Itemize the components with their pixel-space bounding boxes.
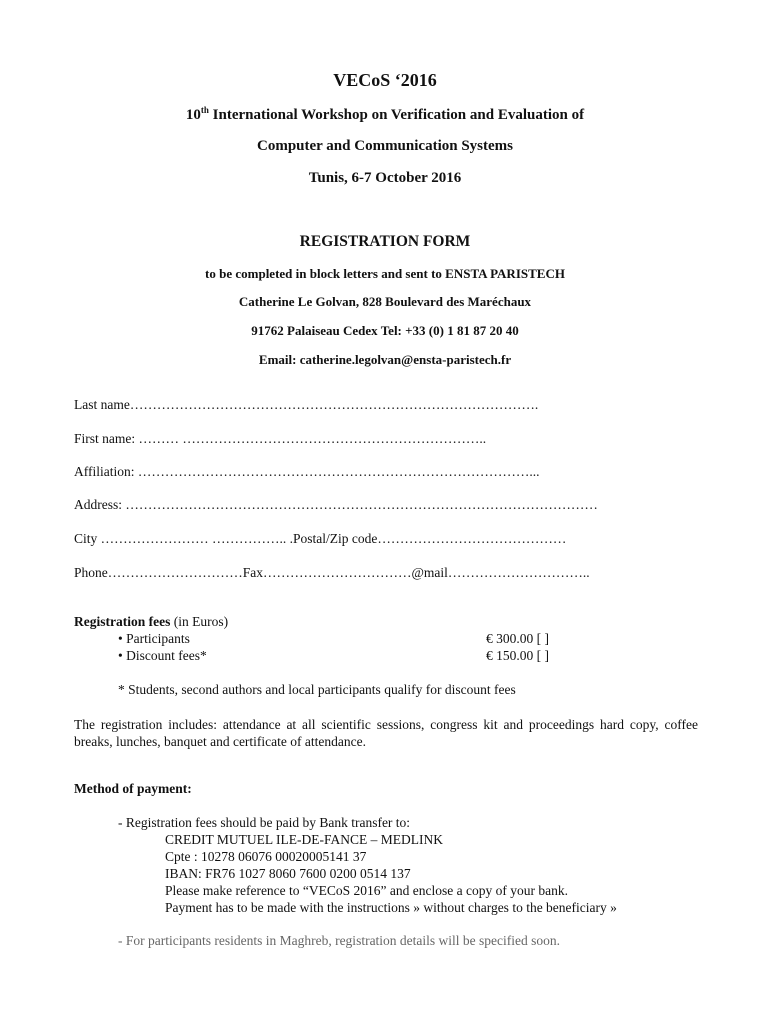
- fees-heading: [74, 614, 228, 630]
- workshop-ordinal: 10: [185, 107, 201, 123]
- workshop-title-text: International Workshop on Verification and Evaluation of: [208, 107, 585, 123]
- workshop-title-line2: Computer and Communication Systems: [257, 138, 513, 154]
- workshop-title-line1: [0, 105, 770, 124]
- payment-charges: Payment has to be made with the instructions » without charges to the beneficiary »: [165, 900, 617, 915]
- address-field: Address: ……………………………………………………………………………………………: [74, 497, 598, 512]
- first-name-field: First name: ……… …………………………………………………………..: [74, 431, 487, 446]
- location-date: Tunis, 6-7 October 2016: [308, 170, 462, 186]
- contact-city-tel: 91762 Palaiseau Cedex Tel: +33 (0) 1 81 87 20 40: [251, 323, 519, 338]
- affiliation-field: Affiliation: ……………………………………………………………………………...: [74, 464, 540, 479]
- fees-heading-unit: (in Euros): [170, 614, 229, 629]
- last-name-field: Last name……………………………………………………………………………….: [74, 397, 539, 412]
- payment-reference: Please make reference to “VECoS 2016” and enclose a copy of your bank.: [165, 883, 568, 898]
- fees-heading-label: Registration fees: [74, 614, 171, 629]
- city-postal-field: City …………………… …………….. .Postal/Zip code……………………………………: [74, 531, 567, 546]
- fees-footnote: * Students, second authors and local participants qualify for discount fees: [118, 682, 516, 697]
- maghreb-note: - For participants residents in Maghreb, registration details will be specified soon.: [118, 933, 561, 948]
- form-instructions: to be completed in block letters and sent to ENSTA PARISTECH: [205, 266, 565, 281]
- conference-title: VECoS ‘2016: [333, 70, 437, 90]
- fee-discount-amount: [486, 648, 549, 664]
- bank-transfer-intro: - Registration fees should be paid by Bank transfer to:: [118, 815, 411, 830]
- fee-participants-amount: [486, 631, 549, 647]
- form-title: REGISTRATION FORM: [299, 233, 471, 250]
- bank-name: CREDIT MUTUEL ILE-DE-FANCE – MEDLINK: [165, 832, 443, 847]
- fee-discount-label: • Discount fees*: [118, 648, 207, 663]
- bank-iban: IBAN: FR76 1027 8060 7600 0200 0514 137: [165, 866, 411, 881]
- contact-email: Email: catherine.legolvan@ensta-paristech.fr: [258, 352, 512, 367]
- contact-address: Catherine Le Golvan, 828 Boulevard des Maréchaux: [238, 294, 532, 309]
- workshop-ordinal-suffix: th: [200, 105, 209, 115]
- fee-checkbox: [ ]: [536, 648, 549, 663]
- fee-amount: € 300.00: [486, 631, 534, 646]
- fee-participants-label: • Participants: [118, 631, 190, 646]
- fee-amount: € 150.00: [486, 648, 534, 663]
- payment-heading: Method of payment:: [74, 781, 192, 796]
- phone-fax-mail-field: Phone…………………………Fax……………………………@mail…………………………..: [74, 565, 590, 580]
- registration-includes: The registration includes: attendance at all scientific sessions, congress kit and proceedings hard copy, coffee breaks, lunches, banquet and certificate of attendance.: [74, 717, 698, 749]
- bank-account: Cpte : 10278 06076 00020005141 37: [165, 849, 367, 864]
- fee-checkbox: [ ]: [536, 631, 549, 646]
